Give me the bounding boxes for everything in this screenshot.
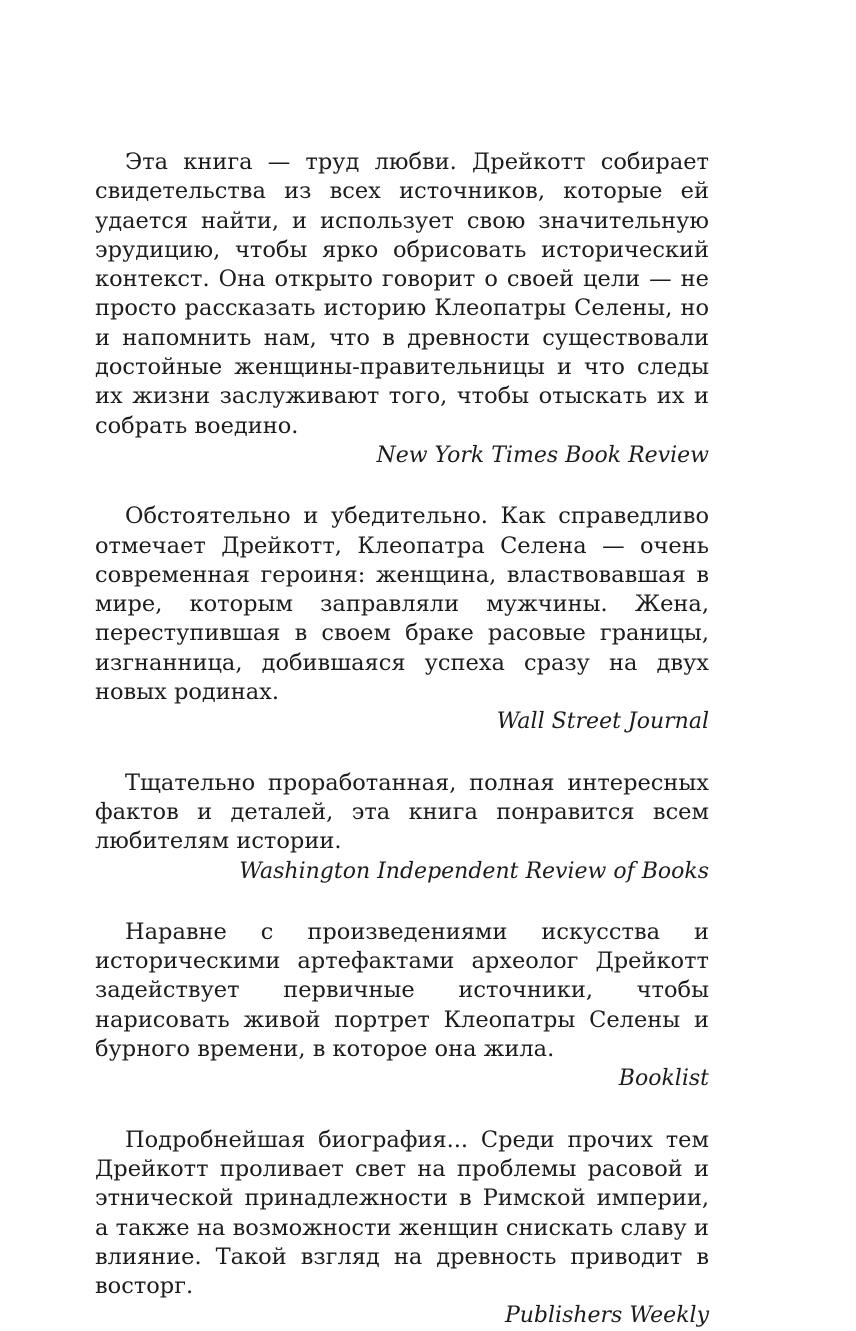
review-source: Booklist xyxy=(618,1066,709,1092)
review-source: Publishers Weekly xyxy=(504,1303,709,1329)
page-content xyxy=(95,148,709,1331)
review-source: Washington Independent Review of Books xyxy=(239,858,709,884)
review-text: Эта книга — труд любви. Дрейкотт собирает свидетельства из всех источников, которые ей удается найти, и использует свою значительную эрудицию, чтобы ярко обрисовать исторический контекст. Она открыто говорит о своей цели — не просто рассказать историю Клеопатры Селены, но и напомнить нам, что в древности существовали достойные женщины-правительницы и что следы их жизни заслуживают того, чтобы отыскать их и собрать воедино. xyxy=(95,149,709,439)
review-block xyxy=(95,769,709,886)
review-block xyxy=(95,1126,709,1331)
review-source: New York Times Book Review xyxy=(376,442,709,468)
review-text: Наравне с произведениями искусства и историческими артефактами археолог Дрейкотт задействует первичные источники, чтобы нарисовать живой портрет Клеопатры Селены и бурного времени, в которое она жила. xyxy=(95,918,709,1063)
review-block xyxy=(95,148,709,470)
review-block xyxy=(95,502,709,736)
review-text: Обстоятельно и убедительно. Как справедливо отмечает Дрейкотт, Клеопатра Селена — очень современная героиня: женщина, властвовавшая в мире, которым заправляли мужчины. Жена, переступившая в своем браке расовые границы, изгнанница, добившаяся успеха сразу на двух новых родинах. xyxy=(95,503,709,706)
review-text: Тщательно проработанная, полная интересных фактов и деталей, эта книга понравится всем любителям истории. xyxy=(95,769,709,855)
review-block xyxy=(95,918,709,1094)
review-source: Wall Street Journal xyxy=(496,709,709,735)
review-text: Подробнейшая биография... Среди прочих тем Дрейкотт проливает свет на проблемы расовой и этнической принадлежности в Римской империи, а также на возможности женщин снискать славу и влияние. Такой взгляд на древность приводит в восторг. xyxy=(95,1126,709,1300)
